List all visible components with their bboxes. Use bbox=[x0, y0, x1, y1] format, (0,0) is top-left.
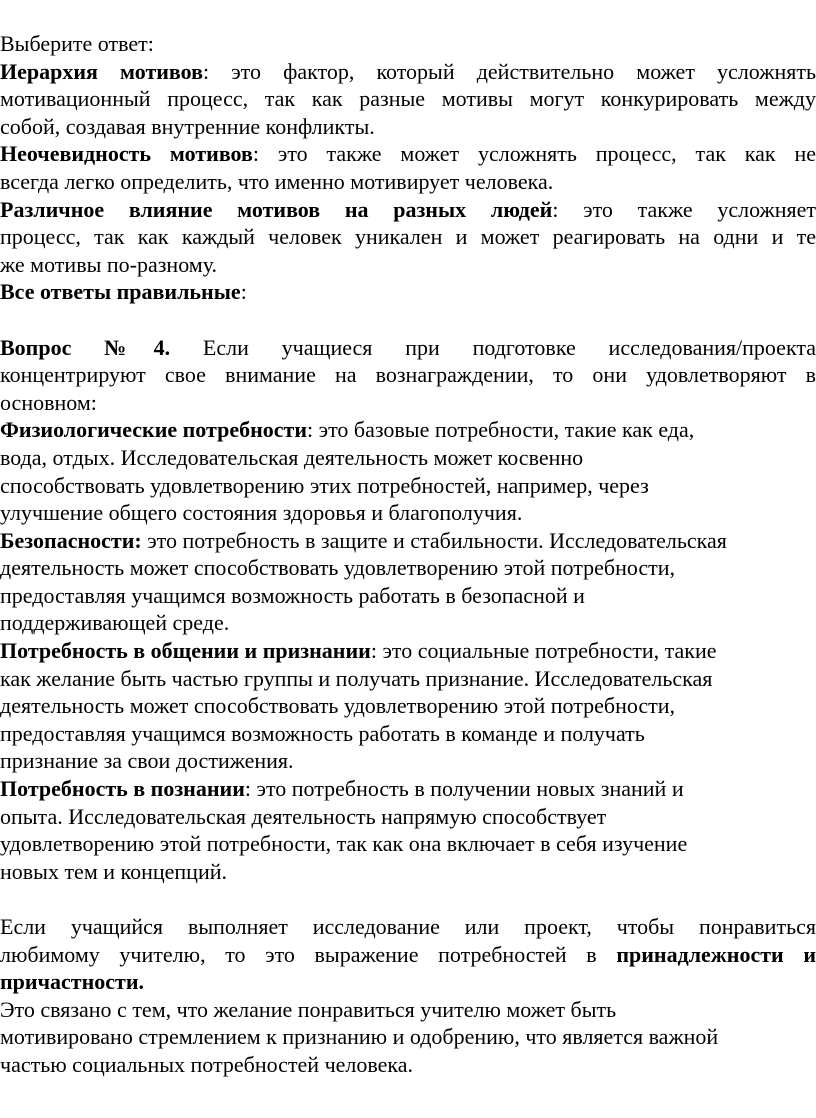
option-text: : это также может усложнять процесс, так как не bbox=[252, 141, 816, 167]
option-line: мотивационный процесс, так как разные мотивы могут конкурировать между bbox=[0, 86, 816, 112]
explanation-line: Это связано с тем, что желание понравиться учителю может быть bbox=[0, 996, 617, 1022]
need-cognition bbox=[0, 775, 816, 885]
option-text: : это фактор, который действительно может усложнять bbox=[203, 58, 816, 84]
need-line bbox=[0, 416, 816, 444]
conclusion-answer: принадлежности и bbox=[616, 941, 816, 967]
option-line: процесс, так как каждый человек уникален и может реагировать на одни и те bbox=[0, 224, 816, 250]
question-line: основном: bbox=[0, 389, 97, 415]
need-social bbox=[0, 637, 816, 775]
option-all-correct bbox=[0, 278, 816, 306]
option-term: Иерархия мотивов bbox=[0, 58, 203, 84]
option-line bbox=[0, 58, 816, 86]
conclusion-line: Если учащийся выполняет исследование или проект, чтобы понравиться bbox=[0, 914, 816, 939]
option-different-influence bbox=[0, 196, 816, 279]
need-term: Потребность в общении и признании bbox=[0, 638, 371, 664]
need-text: : это базовые потребности, такие как еда, bbox=[307, 417, 695, 443]
need-line bbox=[0, 775, 816, 803]
need-line: новых тем и концепций. bbox=[0, 858, 227, 884]
need-line: поддерживающей среде. bbox=[0, 610, 230, 636]
conclusion-line bbox=[0, 941, 816, 969]
conclusion-block bbox=[0, 913, 816, 1079]
need-term: Безопасности: bbox=[0, 527, 142, 553]
option-line: же мотивы по-разному. bbox=[0, 251, 217, 277]
option-non-obviousness bbox=[0, 140, 816, 195]
need-line: способствовать удовлетворению этих потребностей, например, через bbox=[0, 472, 649, 498]
need-line: деятельность может способствовать удовлетворению этой потребности, bbox=[0, 693, 676, 719]
question-line bbox=[0, 334, 816, 362]
question-line: концентрируют свое внимание на вознаграждении, то они удовлетворяют в bbox=[0, 362, 816, 388]
need-line bbox=[0, 527, 816, 555]
option-term: Неочевидность мотивов bbox=[0, 141, 253, 167]
spacer bbox=[0, 885, 816, 913]
need-term: Потребность в познании bbox=[0, 776, 245, 802]
question-number: Вопрос №4. bbox=[0, 334, 171, 360]
option-term: Различное влияние мотивов на разных людей bbox=[0, 196, 553, 222]
need-term: Физиологические потребности bbox=[0, 417, 308, 443]
option-line bbox=[0, 140, 816, 168]
option-line: собой, создавая внутренние конфликты. bbox=[0, 113, 375, 139]
need-text: : это потребность в получении новых знаний и bbox=[244, 776, 684, 802]
intro-text: Выберите ответ: bbox=[0, 31, 154, 56]
need-line: улучшение общего состояния здоровья и благополучия. bbox=[0, 500, 523, 526]
conclusion-text: любимому учителю, то это выражение потребностей в bbox=[0, 941, 617, 967]
need-safety bbox=[0, 527, 816, 637]
need-line: как желание быть частью группы и получать признание. Исследовательская bbox=[0, 665, 713, 691]
need-line: предоставляя учащимся возможность работать в команде и получать bbox=[0, 720, 645, 746]
question-text: Если учащиеся при подготовке исследования/проекта bbox=[170, 334, 816, 360]
explanation-line: мотивировано стремлением к признанию и одобрению, что является важной bbox=[0, 1024, 719, 1050]
conclusion-answer: причастности. bbox=[0, 969, 144, 995]
explanation-line: частью социальных потребностей человека. bbox=[0, 1051, 414, 1077]
option-line bbox=[0, 278, 816, 306]
need-line bbox=[0, 637, 816, 665]
need-text: : это социальные потребности, такие bbox=[370, 638, 717, 664]
need-text: это потребность в защите и стабильности. Исследовательская bbox=[141, 527, 727, 553]
need-line: вода, отдых. Исследовательская деятельность может косвенно bbox=[0, 444, 584, 470]
need-line: опыта. Исследовательская деятельность напрямую способствует bbox=[0, 803, 607, 829]
question-block bbox=[0, 334, 816, 417]
option-text: : это также усложняет bbox=[552, 196, 816, 222]
need-physiological bbox=[0, 416, 816, 526]
option-line: всегда легко определить, что именно мотивирует человека. bbox=[0, 168, 554, 194]
need-line: деятельность может способствовать удовлетворению этой потребности, bbox=[0, 555, 676, 581]
option-line bbox=[0, 196, 816, 224]
spacer bbox=[0, 306, 816, 334]
option-text: : bbox=[240, 279, 247, 305]
need-line: предоставляя учащимся возможность работать в безопасной и bbox=[0, 582, 585, 608]
need-line: удовлетворению этой потребности, так как она включает в себя изучение bbox=[0, 831, 688, 857]
conclusion-line bbox=[0, 968, 816, 996]
option-hierarchy bbox=[0, 58, 816, 141]
option-term: Все ответы правильные bbox=[0, 279, 241, 305]
need-line: признание за свои достижения. bbox=[0, 748, 294, 774]
